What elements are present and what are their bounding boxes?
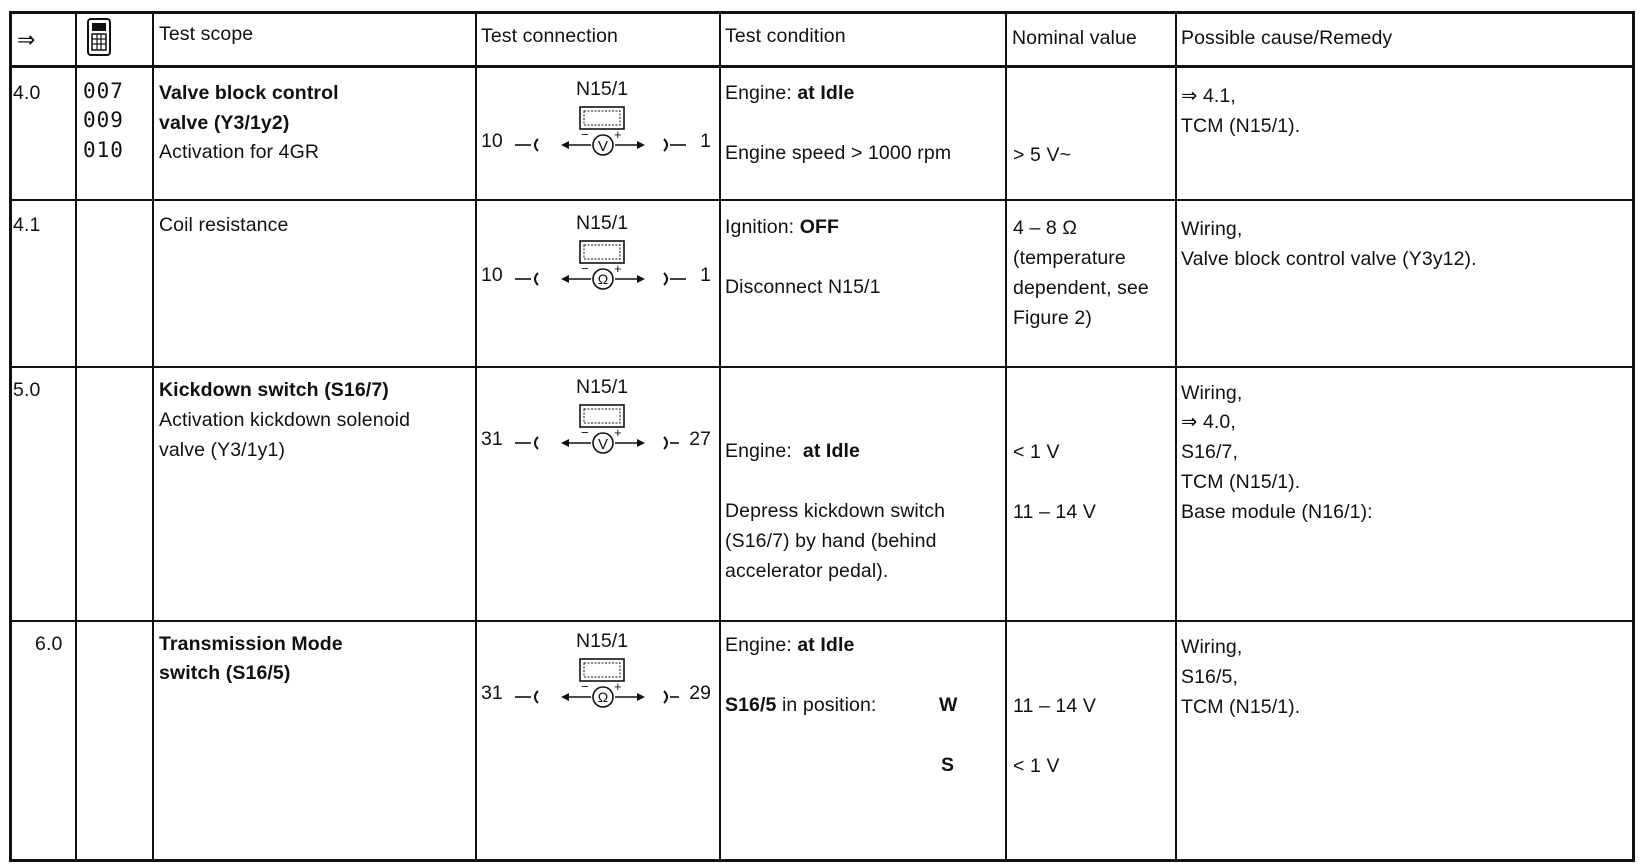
condition-value: OFF (799, 216, 840, 238)
condition-label: Ignition: (725, 216, 800, 238)
column-divider (75, 11, 77, 862)
condition-value: at Idle (797, 634, 855, 656)
right-double-arrow-icon: ⇒ (17, 27, 36, 52)
handheld-tester-icon (86, 17, 112, 66)
fault-code: 009 (83, 108, 124, 132)
test-connection-diagram (481, 376, 711, 476)
meter-connection-graphic (481, 212, 711, 302)
pin-left: 10 (481, 264, 503, 286)
column-divider (719, 11, 721, 862)
possible-cause: TCM (N15/1). (1181, 115, 1301, 137)
nominal-value: < 1 V (1013, 755, 1060, 777)
step-number: 4.1 (13, 214, 41, 236)
meter-symbol: Ω (597, 271, 609, 287)
column-divider (1175, 11, 1177, 862)
test-scope-text: Activation for 4GR (159, 141, 320, 163)
condition-value: at Idle (802, 440, 860, 462)
meter-symbol: Ω (597, 689, 609, 705)
condition-label: Engine: (725, 440, 803, 462)
condition-label: Engine: (725, 634, 798, 656)
possible-cause: S16/7, (1181, 441, 1238, 463)
svg-text:−: − (581, 127, 589, 142)
pin-right: 1 (700, 264, 711, 286)
meter-connection-graphic (481, 78, 711, 168)
connector-label: N15/1 (576, 630, 629, 652)
test-connection-diagram (481, 212, 711, 312)
tester-icon-graphic (86, 17, 112, 57)
test-condition (725, 690, 876, 720)
nominal-value: 11 – 14 V (1013, 695, 1096, 717)
meter-symbol: V (597, 138, 609, 155)
test-condition: accelerator pedal). (725, 560, 889, 582)
test-condition: (S16/7) by hand (behind (725, 530, 937, 552)
header-test-scope: Test scope (159, 23, 254, 45)
pin-left: 10 (481, 130, 503, 152)
table-border-bottom (9, 859, 1635, 862)
possible-cause: TCM (N15/1). (1181, 696, 1301, 718)
test-scope-title: Transmission Mode (159, 633, 343, 655)
nominal-value: (temperature (1013, 247, 1126, 269)
column-divider (152, 11, 154, 862)
test-condition: Engine speed > 1000 rpm (725, 142, 952, 164)
test-condition: Disconnect N15/1 (725, 276, 881, 298)
test-scope-text: Activation kickdown solenoid (159, 409, 411, 431)
nominal-value: dependent, see (1013, 277, 1149, 299)
header-divider (9, 65, 1635, 68)
test-connection-diagram (481, 630, 711, 730)
nominal-value: < 1 V (1013, 441, 1060, 463)
possible-cause: ⇒ 4.0, (1181, 411, 1236, 433)
svg-text:+: + (614, 127, 622, 142)
nominal-value: 11 – 14 V (1013, 501, 1096, 523)
test-scope-title: Kickdown switch (S16/7) (159, 379, 389, 401)
test-scope-title: valve (Y3/1y2) (159, 112, 290, 134)
pin-left: 31 (481, 682, 503, 704)
connector-label: N15/1 (576, 212, 629, 234)
pin-right: 1 (700, 130, 711, 152)
header-test-condition: Test condition (725, 25, 846, 47)
test-connection-diagram (481, 78, 711, 178)
test-condition (725, 436, 860, 466)
svg-text:+: + (614, 679, 622, 694)
header-possible-cause: Possible cause/Remedy (1181, 27, 1393, 49)
condition-value: at Idle (797, 82, 855, 104)
table-border-left (9, 11, 12, 862)
step-number: 6.0 (35, 633, 63, 655)
test-condition (725, 78, 854, 108)
test-scope-title: switch (S16/5) (159, 662, 291, 684)
row-divider (9, 620, 1635, 622)
test-scope-title: Valve block control (159, 82, 339, 104)
pin-right: 29 (689, 682, 711, 704)
svg-text:−: − (581, 261, 589, 276)
test-condition: Depress kickdown switch (725, 500, 946, 522)
pin-right: 27 (689, 428, 711, 450)
condition-label: in position: (776, 694, 877, 716)
column-divider (1005, 11, 1007, 862)
condition-component: S16/5 (725, 694, 777, 716)
possible-cause: S16/5, (1181, 666, 1238, 688)
table-border-top (9, 11, 1635, 14)
possible-cause: Wiring, (1181, 382, 1243, 404)
meter-connection-graphic (481, 376, 711, 466)
header-test-connection: Test connection (481, 25, 619, 47)
fault-code: 010 (83, 138, 124, 162)
test-scope-text: valve (Y3/1y1) (159, 439, 286, 461)
possible-cause: Valve block control valve (Y3y12). (1181, 248, 1477, 270)
nominal-value: > 5 V~ (1013, 144, 1072, 166)
svg-text:−: − (581, 679, 589, 694)
step-number: 4.0 (13, 82, 41, 104)
possible-cause: Wiring, (1181, 218, 1243, 240)
possible-cause: Base module (N16/1): (1181, 501, 1373, 523)
test-scope-text: Coil resistance (159, 214, 289, 236)
condition-label: Engine: (725, 82, 798, 104)
connector-label: N15/1 (576, 78, 629, 100)
possible-cause: TCM (N15/1). (1181, 471, 1301, 493)
nominal-value: 4 – 8 Ω (1013, 217, 1078, 239)
switch-position-w: W (939, 694, 958, 716)
pin-left: 31 (481, 428, 503, 450)
possible-cause: Wiring, (1181, 636, 1243, 658)
meter-connection-graphic (481, 630, 711, 720)
nominal-value: Figure 2) (1013, 307, 1092, 329)
table-border-right (1632, 11, 1635, 862)
svg-text:+: + (614, 261, 622, 276)
step-number: 5.0 (13, 379, 41, 401)
row-divider (9, 199, 1635, 201)
header-nominal-value: Nominal value (1012, 27, 1137, 49)
possible-cause: ⇒ 4.1, (1181, 85, 1236, 107)
test-condition (725, 212, 839, 242)
column-divider (475, 11, 477, 862)
svg-text:−: − (581, 425, 589, 440)
svg-text:+: + (614, 425, 622, 440)
connector-label: N15/1 (576, 376, 629, 398)
fault-code: 007 (83, 79, 124, 103)
row-divider (9, 366, 1635, 368)
diagnostic-test-table (9, 11, 1635, 862)
meter-symbol: V (597, 436, 609, 453)
switch-position-s: S (941, 754, 955, 776)
arrow-icon (17, 25, 36, 55)
test-condition (725, 630, 854, 660)
